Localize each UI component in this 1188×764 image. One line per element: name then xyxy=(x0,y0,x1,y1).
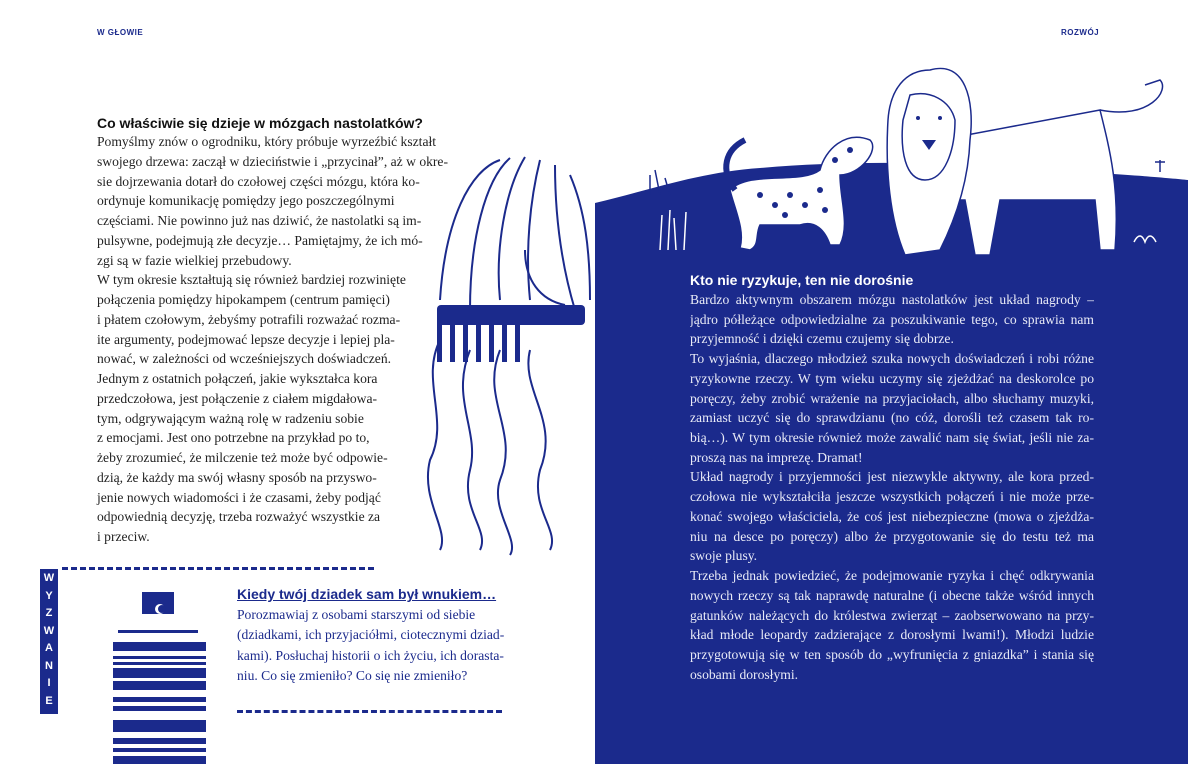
challenge-label-letter: N xyxy=(45,659,53,672)
challenge-label-letter: Y xyxy=(45,589,53,602)
text-line: bią…). W tym okresie również może zawalić nam się świat, jeśli nie za- xyxy=(690,430,1094,446)
text-line: żeby zrozumieć, że milczenie też może być odpowie- xyxy=(97,450,388,465)
challenge-label-bar xyxy=(40,569,58,714)
text-line: połączenia pomiędzy hipokampem (centrum pamięci) xyxy=(97,292,390,307)
text-line: swojego drzewa: zaczął w dzieciństwie i „przycinał”, aż w okre- xyxy=(97,153,448,169)
text-line: i przeciw. xyxy=(97,529,150,544)
text-line: tym, odgrywającym ważną rolę w radzeniu sobie xyxy=(97,410,364,426)
text-line: i płatem czołowym, żebyśmy potrafili rozważać rozma- xyxy=(97,311,401,327)
text-line: konać swojego właściciela, że coś jest niebezpieczne (mowa o zjeżdża- xyxy=(690,508,1094,524)
comb-icon xyxy=(437,305,585,362)
text-line: Trzeba jednak powiedzieć, że podejmowanie ryzyka i chęć odkrywania xyxy=(690,568,1094,584)
challenge-label-letter: Z xyxy=(45,607,53,619)
left-section-heading: Co właściwie się dzieje w mózgach nastolatków? xyxy=(97,115,423,131)
text-line: (dziadkami, ich przyjaciółmi, ciotecznymi dziad- xyxy=(237,627,505,643)
paragraph xyxy=(690,566,1094,684)
text-line: sie dojrzewania dotarł do czołowej części mózgu, która ko- xyxy=(97,173,420,189)
text-line: pulsywne, podejmują złe decyzje… Pamiętajmy, że ich mó- xyxy=(97,232,423,248)
text-line: Jednym z ostatnich połączeń, jakie wykształca kora xyxy=(97,371,378,386)
text-line: Układ nagrody i przyjemności jest niezwykle aktywny, ale kora przed- xyxy=(690,469,1094,485)
text-line: osobami dorosłymi. xyxy=(690,666,798,682)
text-line: ryzykowne rzeczy. W tym wieku uczymy się zjeżdżać na deskorolce po xyxy=(690,370,1094,386)
running-header-right: ROZWÓJ xyxy=(1061,28,1100,37)
text-line: poręczy, żeby zrobić wrażenie na przyjaciołach, albo słuchamy muzyki, xyxy=(690,390,1094,406)
text-line: dzią, że każdy ma swój własny sposób na przyswo- xyxy=(97,469,377,485)
challenge-label-letter: I xyxy=(47,677,51,689)
right-body-text xyxy=(690,290,1094,684)
text-line: proszą nas na imprezę. Dramat! xyxy=(690,449,863,465)
text-line: ordynuje komunikację pomiędzy jego poszczególnymi xyxy=(97,193,395,209)
challenge-label-letter: E xyxy=(45,694,53,707)
right-section-heading: Kto nie ryzykuje, ten nie dorośnie xyxy=(690,272,914,288)
text-line: z emocjami. Jest ono potrzebne na przykład po to, xyxy=(97,430,370,446)
text-line: odpowiednią decyzję, trzeba rozważyć wszystkie za xyxy=(97,509,381,525)
text-line: zgi są w fazie wielkiej przebudowy. xyxy=(97,252,292,268)
text-line: Bardzo aktywnym obszarem mózgu nastolatków jest układ nagrody – xyxy=(690,292,1094,307)
text-line: jądro półleżące odpowiedzialne za poszukiwanie tego, co sprawia nam xyxy=(690,311,1094,327)
dashed-divider-top xyxy=(62,567,374,570)
text-line: przedczołowa, jest połączenie z ciałem migdałowa- xyxy=(97,390,378,406)
text-line: nować, w zależności od wcześniejszych doświadczeń. xyxy=(97,351,392,367)
running-header-left: W GŁOWIE xyxy=(97,28,144,37)
challenge-label-letter: W xyxy=(43,624,55,637)
text-line: częściami. Nie powinno już nas dziwić, że nastolatki są im- xyxy=(97,213,422,228)
paragraph xyxy=(690,349,1094,467)
text-line: Pomyślmy znów o ogrodniku, który próbuje wyrzeźbić kształt xyxy=(97,134,437,149)
challenge-heading: Kiedy twój dziadek sam był wnukiem… xyxy=(237,586,497,602)
text-line: niu na desce po poręczy) albo że przygotowanie się do testu też ma xyxy=(690,528,1094,544)
text-line: kład młode leopardy zadzierające z dorosłymi lwami!). Młodzi ludzie xyxy=(690,627,1094,643)
text-line: jenie nowych wiadomości i że czasami, żeby podjąć xyxy=(97,489,381,505)
text-line: nowych rzeczy są tak naprawdę naturalne (i obecne także wśród innych xyxy=(690,587,1094,603)
text-line: kami). Posłuchaj historii o ich życiu, ich dorasta- xyxy=(237,647,504,663)
text-line: przygotowują się w ten sposób do „wyfrunięcia z gniazdka” i stania się xyxy=(690,646,1094,662)
paragraph xyxy=(690,467,1094,566)
text-line: zamiast uczyć się do sprawdzianu (no cóż, dorośli też czasem tak ro- xyxy=(690,410,1094,426)
challenge-label-letter: W xyxy=(43,572,55,584)
challenge-body-text xyxy=(237,605,504,686)
text-line: niu. Co się zmieniło? Co się nie zmieniło? xyxy=(237,667,468,683)
text-line: Porozmawiaj z osobami starszymi od siebie xyxy=(237,607,476,622)
left-body-text xyxy=(97,132,448,547)
stacked-books-illustration xyxy=(113,592,206,764)
text-line: W tym okresie kształtują się również bardziej rozwinięte xyxy=(97,272,406,288)
text-line: ite argumenty, podejmować lepsze decyzje i lepiej pla- xyxy=(97,331,395,347)
dashed-divider-bottom xyxy=(237,710,502,713)
challenge-label-letter: A xyxy=(45,642,53,654)
paragraph xyxy=(690,290,1094,349)
text-line: swoje plusy. xyxy=(690,548,758,564)
text-line: To wyjaśnia, dlaczego młodzież szuka nowych doświadczeń i robi różne xyxy=(690,351,1094,367)
text-line: przyjemność i dzięki czemu czujemy się dobrze. xyxy=(690,331,954,347)
text-line: gatunków należących do królestwa zwierząt – zaobserwowano na przy- xyxy=(690,607,1094,623)
text-line: czołowa nie wykształciła jeszcze wszystkich połączeń i nie może prze- xyxy=(690,489,1094,505)
